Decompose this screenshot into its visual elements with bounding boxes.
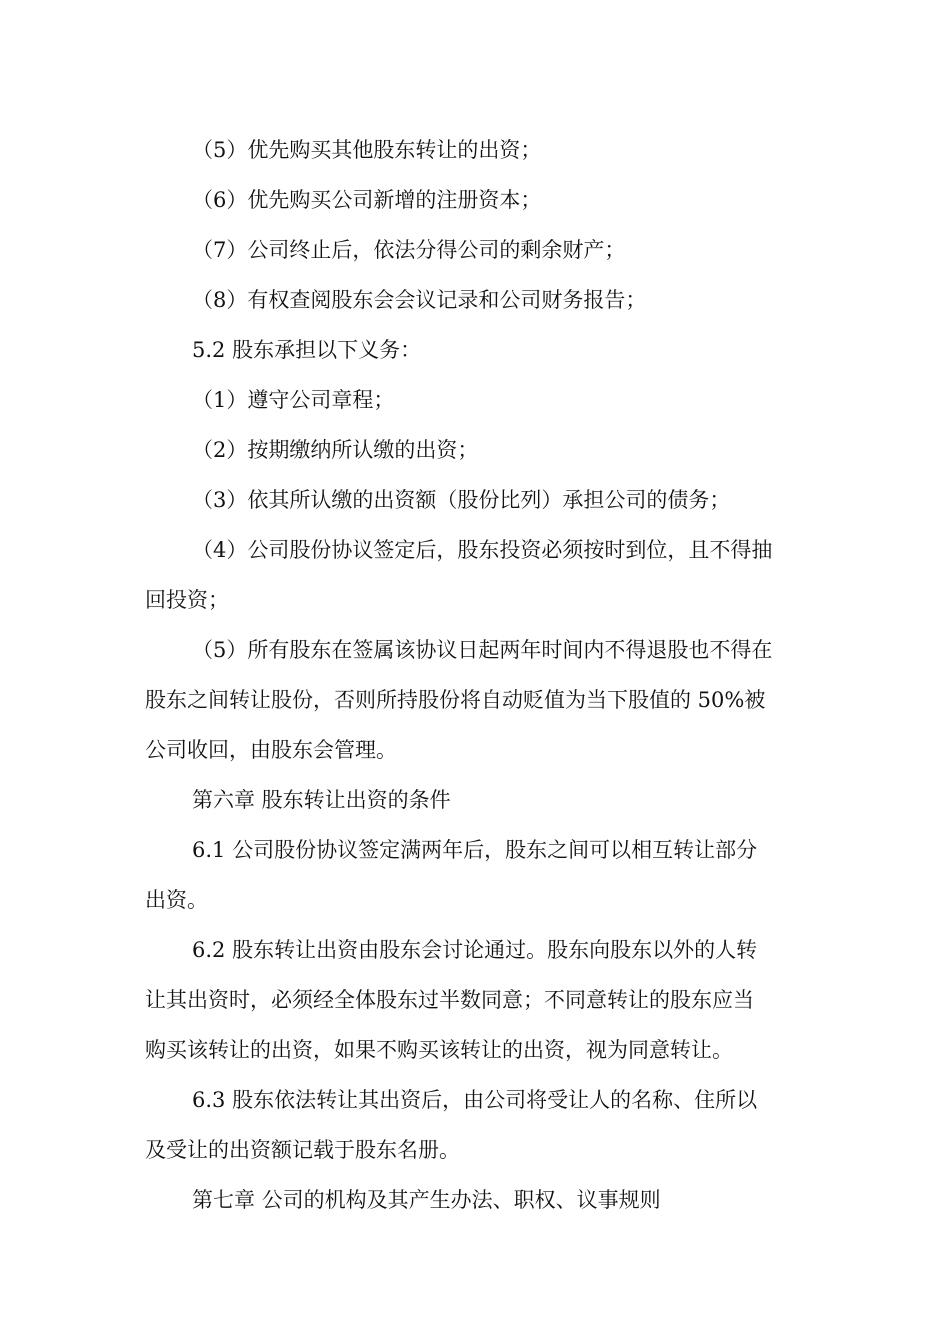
duty-1: （1）遵守公司章程；	[192, 388, 395, 412]
duty-4-line-2: 回投资；	[145, 588, 229, 612]
duty-5-line-2: 股东之间转让股份，否则所持股份将自动贬值为当下股值的 50%被	[145, 688, 766, 712]
duty-5-line-1: （5）所有股东在签属该协议日起两年时间内不得退股也不得在	[192, 638, 773, 662]
section-6-3-line-1: 6.3 股东依法转让其出资后，由公司将受让人的名称、住所以	[192, 1088, 758, 1112]
section-6-1-line-2: 出资。	[145, 888, 208, 912]
duty-5-line-3: 公司收回，由股东会管理。	[145, 738, 397, 762]
chapter-6-heading: 第六章 股东转让出资的条件	[192, 788, 451, 812]
section-6-2-line-2: 让其出资时，必须经全体股东过半数同意；不同意转让的股东应当	[145, 988, 754, 1012]
chapter-7-heading: 第七章 公司的机构及其产生办法、职权、议事规则	[192, 1188, 661, 1212]
section-6-2-line-1: 6.2 股东转让出资由股东会讨论通过。股东向股东以外的人转	[192, 938, 758, 962]
section-6-3-line-2: 及受让的出资额记载于股东名册。	[145, 1138, 460, 1162]
clause-5-5: （5）优先购买其他股东转让的出资；	[192, 138, 542, 162]
section-5-2-heading: 5.2 股东承担以下义务：	[192, 338, 422, 362]
clause-5-6: （6）优先购买公司新增的注册资本；	[192, 188, 542, 212]
section-6-1-line-1: 6.1 公司股份协议签定满两年后，股东之间可以相互转让部分	[192, 838, 758, 862]
clause-5-7: （7）公司终止后，依法分得公司的剩余财产；	[192, 238, 626, 262]
duty-3: （3）依其所认缴的出资额（股份比列）承担公司的债务；	[192, 488, 731, 512]
section-6-2-line-3: 购买该转让的出资，如果不购买该转让的出资，视为同意转让。	[145, 1038, 733, 1062]
clause-5-8: （8）有权查阅股东会会议记录和公司财务报告；	[192, 288, 647, 312]
duty-2: （2）按期缴纳所认缴的出资；	[192, 438, 479, 462]
duty-4-line-1: （4）公司股份协议签定后，股东投资必须按时到位，且不得抽	[192, 538, 773, 562]
